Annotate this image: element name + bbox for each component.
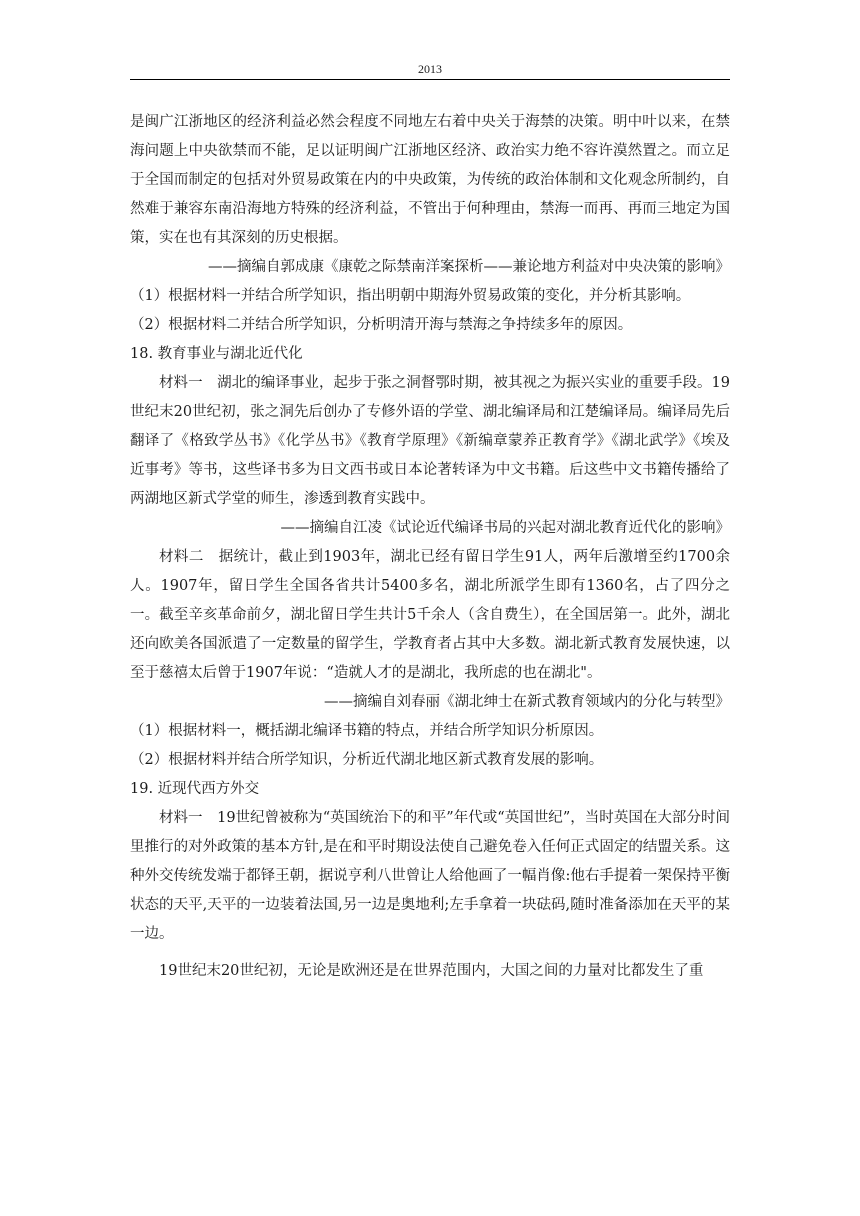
header-year: 2013 [418, 62, 442, 76]
section-heading: 19. 近现代西方外交 [130, 781, 260, 797]
material-paragraph: 材料二 据统计，截止到1903年，湖北已经有留日学生91人，两年后激增至约1700余人。1907年，留日学生全国各省共计5400多名，湖北所派学生即有1360名，占了四分之一。截至辛亥革命前夕，湖北留日学生共计5千余人（含自费生），在全国居第一。此外，湖北还向欧美各国派遣了一定数量的留学生，学教育者占其中大多数。湖北新式教育发展快速，以至于慈禧太后曾于1907年说：“造就人才的是湖北，我所虑的也在湖北"。 [130, 549, 730, 681]
question-item: （2）根据材料二并结合所学知识，分析明清开海与禁海之争持续多年的原因。 [130, 317, 633, 333]
question-item: （1）根据材料一，概括湖北编译书籍的特点，并结合所学知识分析原因。 [130, 723, 604, 739]
material-paragraph: 材料一 19世纪曾被称为“英国统治下的和平”年代或“英国世纪”，当时英国在大部分时间里推行的对外政策的基本方针,是在和平时期设法使自己避免卷入任何正式固定的结盟关系。这种外交传统发端于都铎王朝，据说亨利八世曾让人给他画了一幅肖像:他右手提着一架保持平衡状态的天平,天平的一边装着法国,另一边是奥地利;左手拿着一块砝码,随时准备添加在天平的某一边。 [130, 810, 730, 942]
question-item: （2）根据材料并结合所学知识，分析近代湖北地区新式教育发展的影响。 [130, 752, 604, 768]
paragraph-continued: 是闽广江浙地区的经济利益必然会程度不同地左右着中央关于海禁的决策。明中叶以来，在禁海问题上中央欲禁而不能，足以证明闽广江浙地区经济、政治实力绝不容许漠然置之。而立足于全国而制定的包括对外贸易政策在内的中央政策，为传统的政治体制和文化观念所制约，自然难于兼容东南沿海地方特殊的经济利益，不管出于何种理由，禁海一而再、再而三地定为国策，实在也有其深刻的历史根据。 [130, 114, 730, 246]
section-heading: 18. 教育事业与湖北近代化 [130, 346, 303, 362]
source-citation: ——摘编自刘春丽《湖北绅士在新式教育领域内的分化与转型》 [324, 694, 730, 710]
document-body [130, 108, 730, 986]
material-paragraph: 材料一 湖北的编译事业，起步于张之洞督鄂时期，被其视之为振兴实业的重要手段。19世纪末20世纪初，张之洞先后创办了专修外语的学堂、湖北编译局和江楚编译局。编译局先后翻译了《格致学丛书》《化学丛书》《教育学原理》《新编章蒙养正教育学》《湖北武学》《埃及近事考》等书，这些译书多为日文西书或日本论著转译为中文书籍。后这些中文书籍传播给了两湖地区新式学堂的师生，渗透到教育实践中。 [130, 375, 730, 507]
source-citation: ——摘编自江凌《试论近代编译书局的兴起对湖北教育近代化的影响》 [280, 520, 730, 536]
header-rule [130, 79, 730, 80]
source-citation: ——摘编自郭成康《康乾之际禁南洋案探析——兼论地方利益对中央决策的影响》 [208, 259, 730, 275]
material-paragraph: 19世纪末20世纪初，无论是欧洲还是在世界范围内，大国之间的力量对比都发生了重 [159, 963, 704, 979]
question-item: （1）根据材料一并结合所学知识，指出明朝中期海外贸易政策的变化，并分析其影响。 [130, 288, 691, 304]
